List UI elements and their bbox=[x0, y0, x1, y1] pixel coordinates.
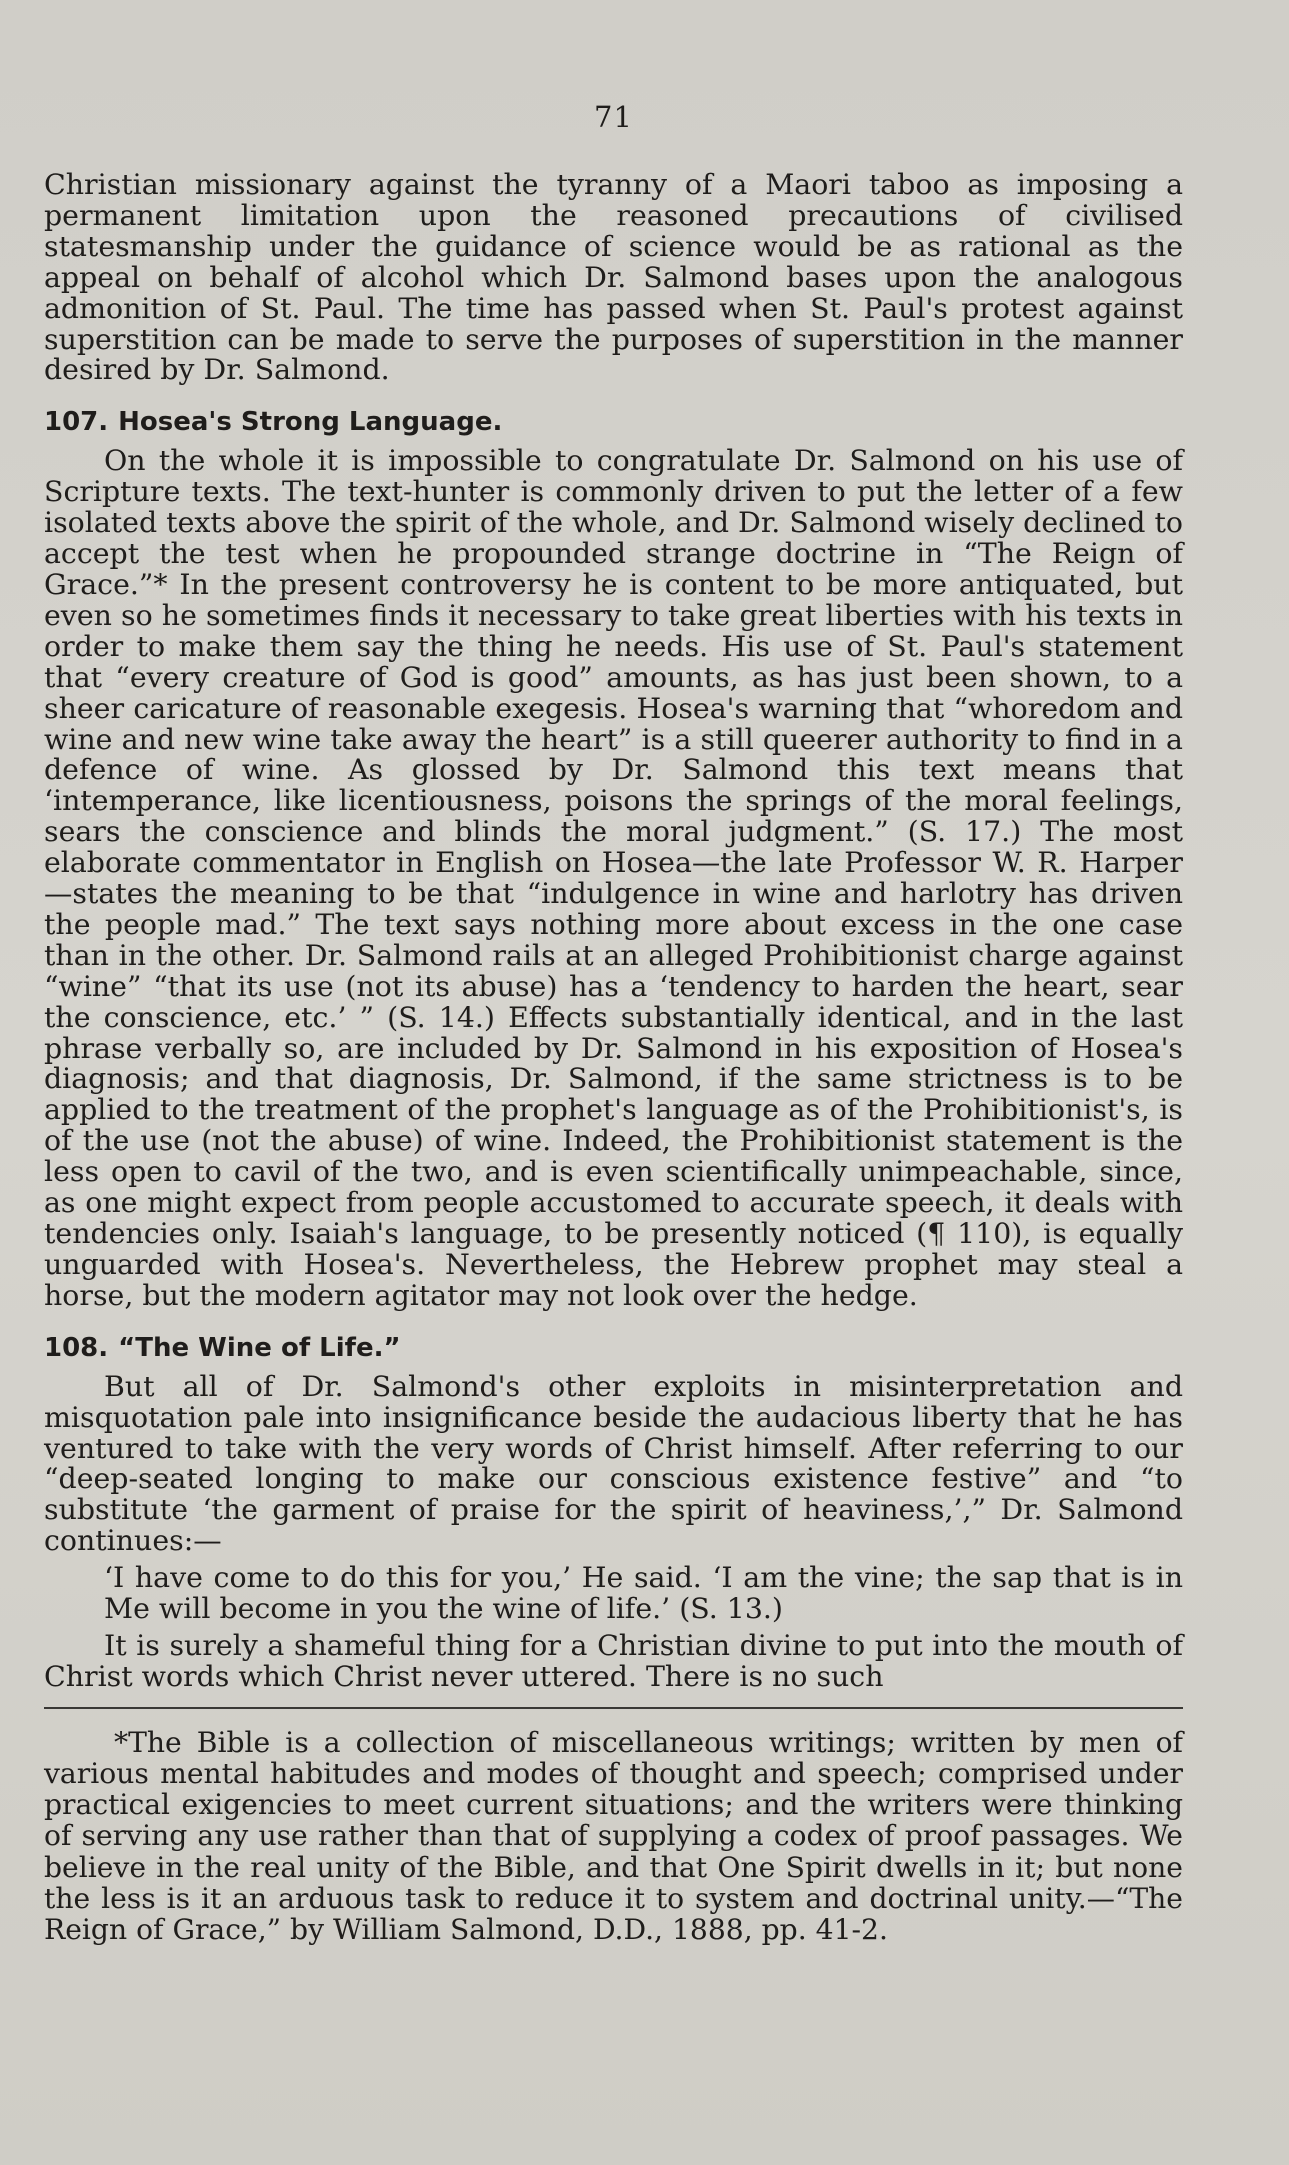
section-107-heading bbox=[44, 406, 1183, 438]
section-107-number: 107. bbox=[44, 407, 109, 438]
intro-paragraph: Christian missionary against the tyranny of a Maori taboo as imposing a permanent limitation upon the reasoned precautions of civilised statesmanship under the guidance of science would be as rational as the appeal on behalf of alcohol which Dr. Salmond bases upon the analogous admonition of St. Paul. The time has passed when St. Paul's protest against superstition can be made to serve the purposes of superstition in the manner desired by Dr. Salmond. bbox=[44, 168, 1183, 387]
section-108-number: 108. bbox=[44, 1332, 109, 1363]
section-108-paragraph-1: But all of Dr. Salmond's other exploits in misinterpretation and misquotation pale into insignificance beside the audacious liberty that he has ventured to take with the very words of Christ himself. After referring to our “deep-seated longing to make our conscious existence festive” and “to substitute ‘the garment of praise for the spirit of heaviness,’,” Dr. Salmond continues:— bbox=[44, 1369, 1183, 1558]
christ-misquotation-blockquote: ‘I have come to do this for you,’ He said. ‘I am the vine; the sap that is in Me will become in you the wine of life.’ (S. 13.) bbox=[104, 1561, 1183, 1626]
section-108-title: “The Wine of Life.” bbox=[118, 1332, 401, 1363]
section-108-paragraph-2: It is surely a shameful thing for a Christian divine to put into the mouth of Christ words which Christ never uttered. There is no such bbox=[44, 1628, 1183, 1693]
section-108-heading bbox=[44, 1332, 1183, 1364]
footnote bbox=[44, 1727, 1183, 1945]
footnote-text: *The Bible is a collection of miscellaneous writings; written by men of various mental habitudes and modes of thought and speech; comprised under practical exigencies to meet current situations; and the writers were thinking of serving any use rather than that of supplying a codex of proof passages. We believe in the real unity of the Bible, and that One Spirit dwells in it; but none the less is it an arduous task to reduce it to system and doctrinal unity.—“The Reign of Grace,” by William Salmond, D.D., 1888, pp. 41-2. bbox=[44, 1725, 1183, 1946]
section-107-paragraph: On the whole it is impossible to congratulate Dr. Salmond on his use of Scripture texts. The text-hunter is commonly driven to put the letter of a few isolated texts above the spirit of the whole, and Dr. Salmond wisely declined to accept the test when he propounded strange doctrine in “The Reign of Grace.”* In the present controversy he is content to be more antiquated, but even so he sometimes finds it necessary to take great liberties with his texts in order to make them say the thing he needs. His use of St. Paul's statement that “every creature of God is good” amounts, as has just been shown, to a sheer caricature of reasonable exegesis. Hosea's warning that “whoredom and wine and new wine take away the heart” is a still queerer authority to find in a defence of wine. As glossed by Dr. Salmond this text means that ‘intemperance, like licentiousness, poisons the springs of the moral feelings, sears the conscience and blinds the moral judgment.” (S. 17.) The most elaborate commentator in English on Hosea—the late Professor W. R. Harper—states the meaning to be that “indulgence in wine and harlotry has driven the people mad.” The text says nothing more about excess in the one case than in the other. Dr. Salmond rails at an alleged Prohibitionist charge against “wine” “that its use (not its abuse) has a ‘tendency to harden the heart, sear the conscience, etc.’ ” (S. 14.) Effects substantially identical, and in the last phrase verbally so, are included by Dr. Salmond in his exposition of Hosea's diagnosis; and that diagnosis, Dr. Salmond, if the same strictness is to be applied to the treatment of the prophet's language as of the Prohibitionist's, is of the use (not the abuse) of wine. Indeed, the Prohibitionist statement is the less open to cavil of the two, and is even scientifically unimpeachable, since, as one might expect from people accustomed to accurate speech, it deals with tendencies only. Isaiah's language, to be presently noticed (¶ 110), is equally unguarded with Hosea's. Nevertheless, the Hebrew prophet may steal a horse, but the modern agitator may not look over the hedge. bbox=[44, 444, 1183, 1312]
footnote-divider bbox=[44, 1707, 1183, 1709]
section-107-title: Hosea's Strong Language. bbox=[118, 407, 503, 438]
page-number: 71 bbox=[594, 100, 633, 134]
